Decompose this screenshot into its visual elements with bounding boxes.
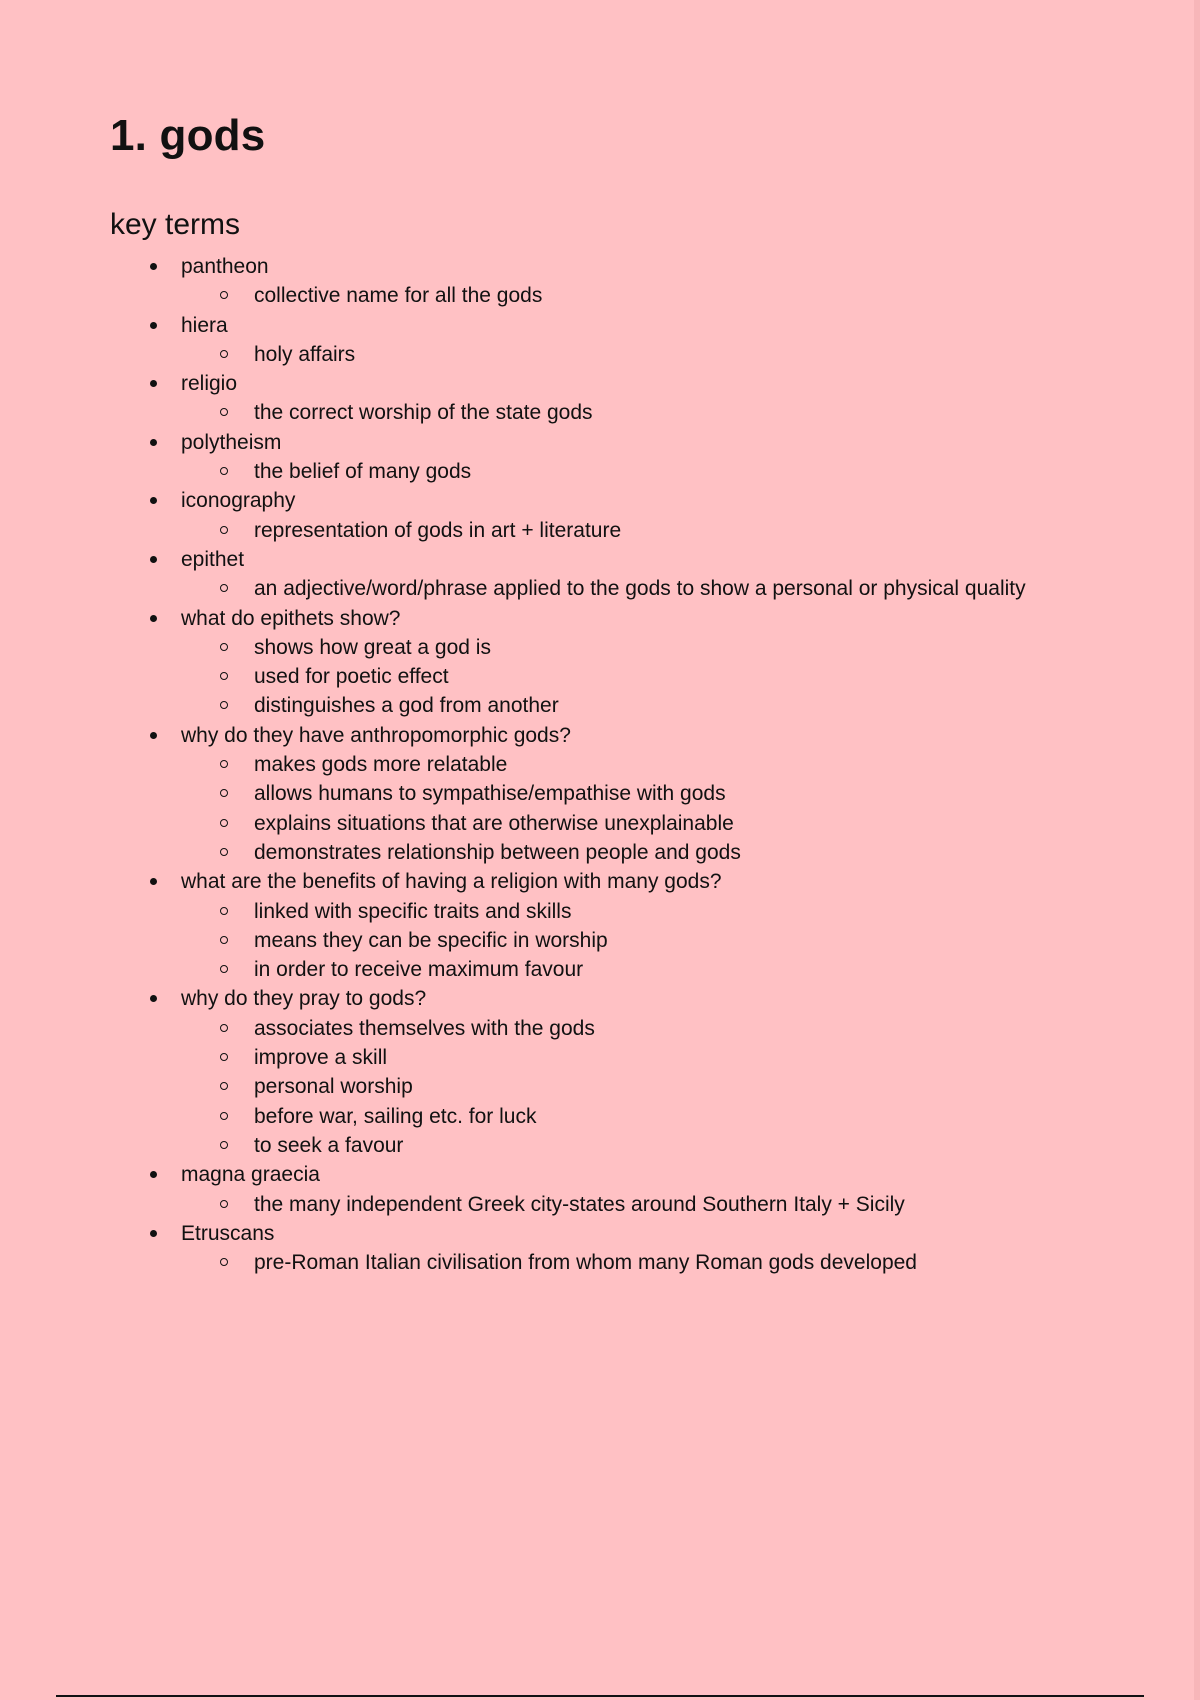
term-detail-item [110,574,1110,603]
page-bottom-rule [56,1695,1144,1697]
term-detail-text: to seek a favour [254,1133,404,1157]
term-detail-item [110,662,1110,691]
term-detail-item [110,633,1110,662]
term-detail-item [110,691,1110,720]
term-detail-text: holy affairs [254,342,356,366]
term-detail-text: the many independent Greek city-states around Southern Italy + Sicily [254,1192,905,1216]
hollow-bullet-icon [220,350,228,358]
bullet-icon [150,322,157,329]
term-row [110,428,1110,457]
term-detail-item [110,1248,1110,1277]
term-detail-item [110,281,1110,310]
term-item [110,369,1110,428]
term-detail-text: improve a skill [254,1046,388,1070]
term-details-list [110,516,1110,545]
bullet-icon [150,263,157,270]
hollow-bullet-icon [220,965,228,973]
bullet-icon [150,1230,157,1237]
term-detail-text: used for poetic effect [254,665,449,689]
term-row [110,867,1110,896]
term-detail-item [110,457,1110,486]
hollow-bullet-icon [220,1200,228,1208]
term-item [110,545,1110,604]
hollow-bullet-icon [220,1053,228,1061]
hollow-bullet-icon [220,848,228,856]
term-item [110,252,1110,311]
hollow-bullet-icon [220,643,228,651]
term-details-list [110,398,1110,427]
term-details-list [110,750,1110,867]
bullet-icon [150,497,157,504]
bullet-icon [150,556,157,563]
term-row [110,545,1110,574]
document-body [110,108,1110,1277]
term-details-list [110,1190,1110,1219]
bullet-icon [150,380,157,387]
page-edge [1194,0,1200,1700]
term-label: what are the benefits of having a religion with many gods? [181,870,722,894]
term-detail-item [110,516,1110,545]
term-detail-text: collective name for all the gods [254,284,543,308]
term-detail-item [110,340,1110,369]
hollow-bullet-icon [220,1141,228,1149]
term-detail-item [110,1043,1110,1072]
term-detail-text: associates themselves with the gods [254,1016,595,1040]
term-row [110,604,1110,633]
hollow-bullet-icon [220,1258,228,1266]
hollow-bullet-icon [220,789,228,797]
hollow-bullet-icon [220,936,228,944]
section-heading: key terms [110,208,241,241]
term-item [110,604,1110,721]
term-label: why do they have anthropomorphic gods? [181,723,571,747]
term-detail-text: representation of gods in art + literature [254,518,622,542]
hollow-bullet-icon [220,760,228,768]
term-detail-text: an adjective/word/phrase applied to the gods to show a personal or physical quality [254,577,1026,601]
term-detail-text: means they can be specific in worship [254,928,608,952]
term-label: why do they pray to gods? [181,987,427,1011]
bullet-icon [150,1171,157,1178]
term-detail-text: the belief of many gods [254,460,472,484]
term-label: polytheism [181,430,282,454]
term-item [110,1160,1110,1219]
hollow-bullet-icon [220,526,228,534]
term-detail-item [110,750,1110,779]
term-detail-text: in order to receive maximum favour [254,958,584,982]
hollow-bullet-icon [220,672,228,680]
term-detail-item [110,1014,1110,1043]
hollow-bullet-icon [220,584,228,592]
page-title: 1. gods [110,111,266,160]
term-detail-item [110,1072,1110,1101]
term-detail-text: before war, sailing etc. for luck [254,1104,537,1128]
term-detail-text: shows how great a god is [254,635,491,659]
term-row [110,486,1110,515]
hollow-bullet-icon [220,907,228,915]
bullet-icon [150,995,157,1002]
term-details-list [110,897,1110,985]
bullet-icon [150,878,157,885]
term-label: what do epithets show? [181,606,401,630]
term-label: pantheon [181,255,269,278]
bullet-icon [150,732,157,739]
term-detail-text: demonstrates relationship between people and gods [254,840,741,864]
term-details-list [110,574,1110,603]
term-detail-text: distinguishes a god from another [254,694,559,718]
term-row [110,984,1110,1013]
term-row [110,1219,1110,1248]
term-details-list [110,1014,1110,1160]
term-item [110,428,1110,487]
hollow-bullet-icon [220,819,228,827]
term-detail-text: pre-Roman Italian civilisation from whom many Roman gods developed [254,1251,917,1275]
term-item [110,311,1110,370]
term-detail-item [110,398,1110,427]
bullet-icon [150,615,157,622]
term-detail-text: explains situations that are otherwise unexplainable [254,811,734,835]
key-terms-list [110,252,1110,1277]
term-label: iconography [181,489,296,513]
term-label: magna graecia [181,1163,320,1187]
term-details-list [110,457,1110,486]
term-item [110,867,1110,984]
hollow-bullet-icon [220,701,228,709]
term-detail-text: allows humans to sympathise/empathise with gods [254,782,726,806]
term-detail-item [110,779,1110,808]
term-detail-item [110,897,1110,926]
term-item [110,486,1110,545]
term-detail-item [110,955,1110,984]
term-details-list [110,340,1110,369]
term-detail-text: makes gods more relatable [254,753,508,777]
term-detail-text: the correct worship of the state gods [254,401,593,425]
term-details-list [110,281,1110,310]
term-label: religio [181,372,238,396]
term-row [110,721,1110,750]
hollow-bullet-icon [220,1024,228,1032]
term-item [110,1219,1110,1278]
term-label: Etruscans [181,1221,275,1245]
hollow-bullet-icon [220,1112,228,1120]
bullet-icon [150,439,157,446]
term-detail-item [110,838,1110,867]
hollow-bullet-icon [220,467,228,475]
term-item [110,984,1110,1160]
term-label: hiera [181,313,228,337]
term-detail-item [110,1102,1110,1131]
term-detail-item [110,1131,1110,1160]
term-details-list [110,1248,1110,1277]
term-detail-item [110,809,1110,838]
hollow-bullet-icon [220,291,228,299]
term-row [110,1160,1110,1189]
term-detail-item [110,1190,1110,1219]
hollow-bullet-icon [220,1082,228,1090]
term-row [110,369,1110,398]
term-detail-item [110,926,1110,955]
term-label: epithet [181,547,245,571]
term-item [110,721,1110,867]
hollow-bullet-icon [220,408,228,416]
term-row [110,311,1110,340]
term-detail-text: personal worship [254,1075,413,1099]
term-row [110,252,1110,281]
term-details-list [110,633,1110,721]
term-detail-text: linked with specific traits and skills [254,899,572,923]
